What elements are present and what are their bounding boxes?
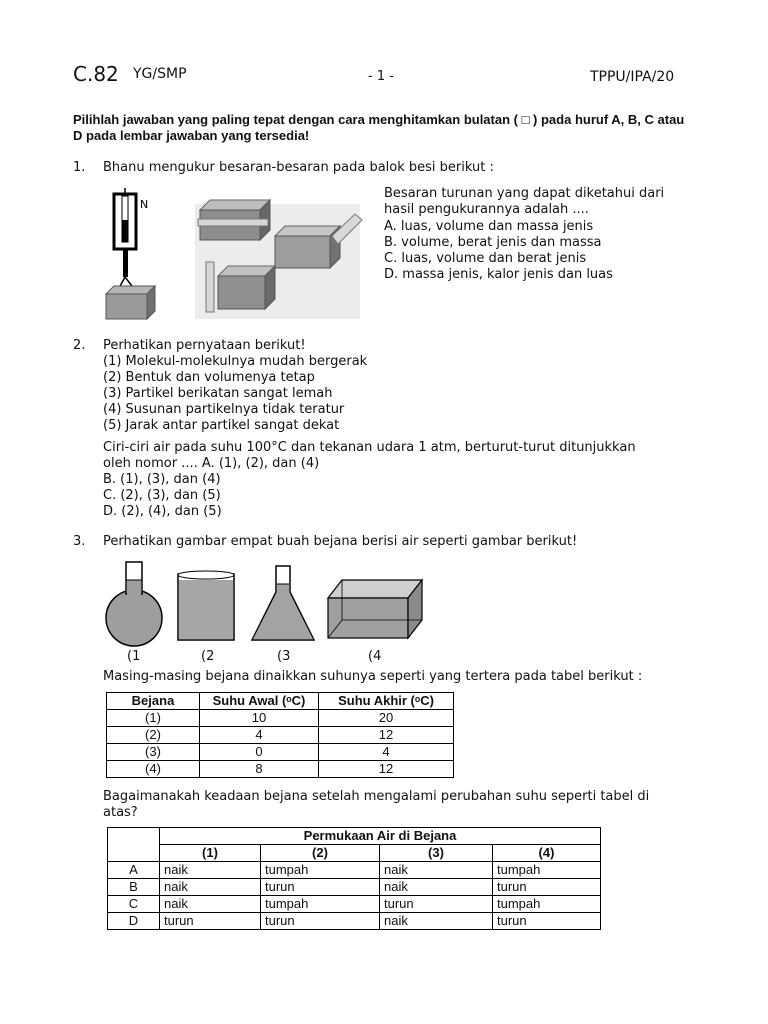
q2-option-b: B. (1), (3), dan (4)	[103, 472, 221, 487]
answer-option-letter: C	[108, 896, 160, 913]
table-cell: 10	[200, 710, 319, 727]
q1-number: 1.	[73, 160, 86, 175]
table-cell: turun	[380, 896, 493, 913]
q3-table-intro: Masing-masing bejana dinaikkan suhunya seperti yang tertera pada tabel berikut :	[103, 669, 643, 684]
answer-table-group-header	[108, 828, 601, 845]
table-row	[107, 761, 454, 778]
temperature-table	[106, 692, 454, 778]
table-cell: turun	[493, 879, 601, 896]
table-cell: (4)	[107, 761, 200, 778]
exam-level: YG/SMP	[133, 66, 187, 82]
answer-header-3: (3)	[380, 845, 493, 862]
q3-stem: Perhatikan gambar empat buah bejana berisi air seperti gambar berikut!	[103, 534, 578, 549]
table-cell: 0	[200, 744, 319, 761]
q2-statement-4: (4) Susunan partikelnya tidak teratur	[103, 402, 345, 417]
table-cell: turun	[160, 913, 261, 930]
answer-corner-cell	[108, 828, 160, 862]
exam-code: C.82	[73, 62, 119, 86]
table-cell: naik	[160, 862, 261, 879]
answer-group-header: Permukaan Air di Bejana	[160, 828, 601, 845]
table-cell: naik	[160, 879, 261, 896]
table-cell: (3)	[107, 744, 200, 761]
answer-table-header	[108, 845, 601, 862]
table-row	[108, 862, 601, 879]
answer-option-letter: A	[108, 862, 160, 879]
table-cell: tumpah	[493, 862, 601, 879]
q1-measurement-figure	[100, 186, 365, 321]
temp-header-initial: Suhu Awal (ᵒC)	[200, 693, 319, 710]
q1-prompt-line2: hasil pengukurannya adalah ....	[384, 202, 589, 217]
q2-statement-2: (2) Bentuk dan volumenya tetap	[103, 370, 315, 385]
round-flask-illustration	[106, 562, 162, 646]
vessel-label-4: (4	[368, 649, 382, 664]
q2-statement-1: (1) Molekul-molekulnya mudah bergerak	[103, 354, 368, 369]
beaker-illustration	[178, 571, 234, 640]
q3-vessels-figure	[100, 558, 430, 650]
answer-header-2: (2)	[261, 845, 380, 862]
table-row	[107, 727, 454, 744]
table-row	[108, 896, 601, 913]
table-cell: 4	[319, 744, 454, 761]
table-cell: naik	[380, 913, 493, 930]
q1-option-b: B. volume, berat jenis dan massa	[384, 235, 602, 250]
answer-header-1: (1)	[160, 845, 261, 862]
q1-option-c: C. luas, volume dan berat jenis	[384, 251, 587, 266]
q2-stem: Perhatikan pernyataan berikut!	[103, 338, 306, 353]
table-row	[107, 710, 454, 727]
scale-unit-label: N	[140, 198, 149, 211]
table-cell: tumpah	[493, 896, 601, 913]
table-row	[107, 744, 454, 761]
q1-option-a: A. luas, volume dan massa jenis	[384, 219, 594, 234]
q2-option-c: C. (2), (3), dan (5)	[103, 488, 221, 503]
table-cell: 8	[200, 761, 319, 778]
erlenmeyer-flask-illustration	[252, 566, 314, 640]
q2-question-line1: Ciri-ciri air pada suhu 100°C dan tekanan udara 1 atm, berturut-turut ditunjukkan	[103, 440, 636, 455]
vessel-label-2: (2	[201, 649, 215, 664]
instruction-text: Pilihlah jawaban yang paling tepat dengan cara menghitamkan bulatan ( □ ) pada huruf A, B, C atau D pada lembar jawaban yang tersedia!	[73, 112, 685, 143]
table-cell: (1)	[107, 710, 200, 727]
table-row	[108, 879, 601, 896]
table-cell: 12	[319, 727, 454, 744]
table-cell: (2)	[107, 727, 200, 744]
q3-question-line2: atas?	[103, 805, 138, 820]
q1-prompt-line1: Besaran turunan yang dapat diketahui dari	[384, 186, 665, 201]
temp-header-vessel: Bejana	[107, 693, 200, 710]
table-cell: naik	[380, 879, 493, 896]
table-cell: tumpah	[261, 896, 380, 913]
exam-reference: TPPU/IPA/20	[590, 69, 675, 85]
answer-table	[107, 827, 601, 930]
q2-statement-3: (3) Partikel berikatan sangat lemah	[103, 386, 333, 401]
q2-number: 2.	[73, 338, 86, 353]
q2-option-d: D. (2), (4), dan (5)	[103, 504, 222, 519]
q1-option-d: D. massa jenis, kalor jenis dan luas	[384, 267, 613, 282]
box-vessel-illustration	[328, 580, 422, 638]
vessel-label-1: (1	[127, 649, 141, 664]
spring-scale-illustration	[106, 188, 155, 319]
table-cell: naik	[160, 896, 261, 913]
temperature-table-header	[107, 693, 454, 710]
table-cell: tumpah	[261, 862, 380, 879]
q2-statement-5: (5) Jarak antar partikel sangat dekat	[103, 418, 340, 433]
table-cell: turun	[261, 913, 380, 930]
table-cell: turun	[493, 913, 601, 930]
vessel-label-3: (3	[277, 649, 291, 664]
table-cell: 12	[319, 761, 454, 778]
q3-number: 3.	[73, 534, 86, 549]
page-number: - 1 -	[368, 69, 394, 84]
table-row	[108, 913, 601, 930]
table-cell: 20	[319, 710, 454, 727]
block-with-ruler-top	[198, 200, 270, 240]
answer-header-4: (4)	[493, 845, 601, 862]
table-cell: naik	[380, 862, 493, 879]
table-cell: turun	[261, 879, 380, 896]
q1-stem: Bhanu mengukur besaran-besaran pada balok besi berikut :	[103, 160, 494, 175]
table-cell: 4	[200, 727, 319, 744]
answer-option-letter: B	[108, 879, 160, 896]
temp-header-final: Suhu Akhir (ᵒC)	[319, 693, 454, 710]
q2-question-line2: oleh nomor .... A. (1), (2), dan (4)	[103, 456, 320, 471]
answer-option-letter: D	[108, 913, 160, 930]
q3-question-line1: Bagaimanakah keadaan bejana setelah mengalami perubahan suhu seperti tabel di	[103, 789, 650, 804]
